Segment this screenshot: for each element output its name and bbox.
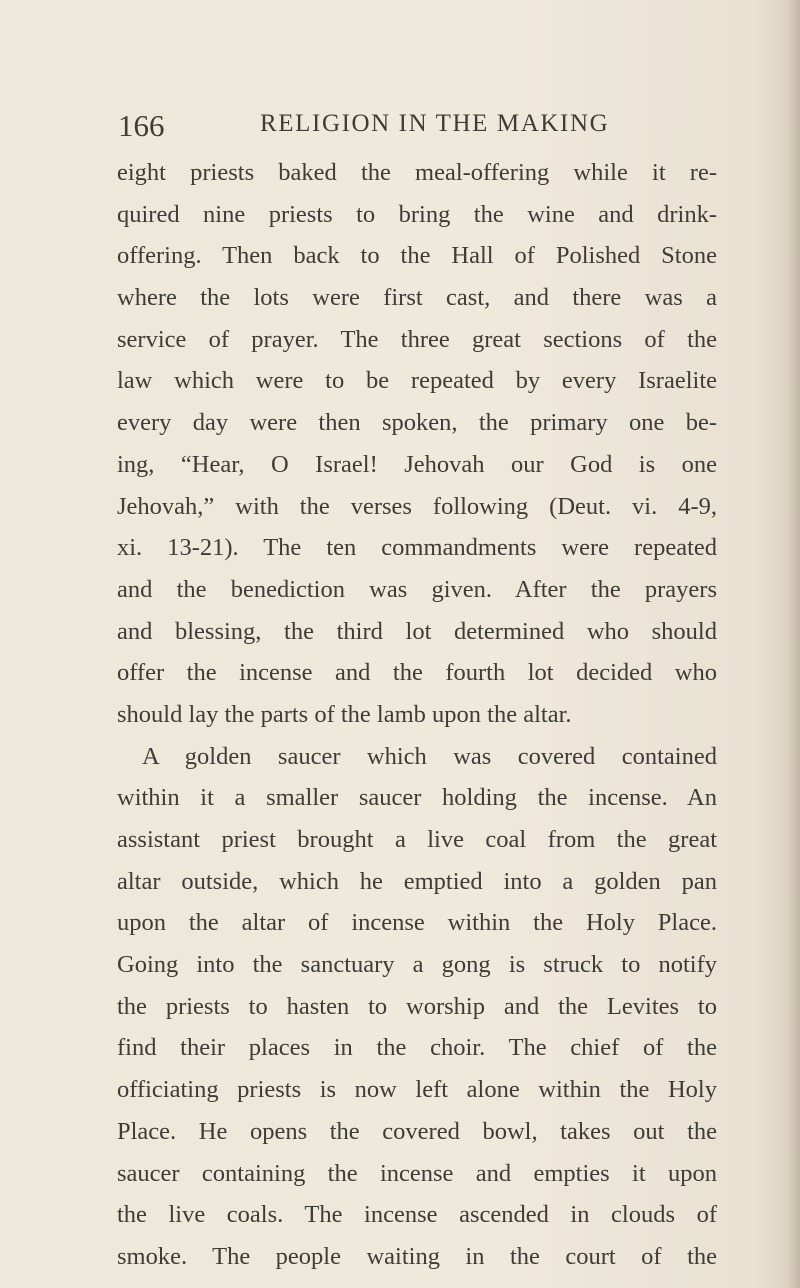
text-line: eight priests baked the meal-offering while it re- bbox=[117, 159, 717, 186]
text-line: the priests to hasten to worship and the Levites to bbox=[117, 992, 717, 1020]
text-line: assistant priest brought a live coal from the great bbox=[117, 826, 717, 853]
text-line: and the benediction was given. After the prayers bbox=[117, 575, 717, 603]
text-line: where the lots were first cast, and there was a bbox=[117, 284, 717, 312]
paragraph-end-line: should lay the parts of the lamb upon the altar. bbox=[117, 700, 572, 728]
text-line: service of prayer. The three great sections of the bbox=[117, 325, 717, 353]
page-edge-shadow bbox=[786, 0, 800, 1288]
text-line: saucer containing the incense and empties it upon bbox=[117, 1159, 717, 1187]
text-line: within it a smaller saucer holding the incense. An bbox=[117, 784, 717, 812]
running-head bbox=[118, 108, 718, 148]
text-line: Going into the sanctuary a gong is struck to notify bbox=[117, 951, 717, 979]
text-line: Jehovah,” with the verses following (Deut. vi. 4-9, bbox=[117, 492, 717, 520]
text-line: find their places in the choir. The chief of the bbox=[117, 1034, 717, 1062]
text-line: xi. 13-21). The ten commandments were repeated bbox=[117, 534, 717, 562]
text-line: and blessing, the third lot determined who should bbox=[117, 617, 717, 645]
text-line: officiating priests is now left alone within the Holy bbox=[117, 1076, 717, 1104]
body-text bbox=[117, 152, 717, 1278]
text-line: offer the incense and the fourth lot decided who bbox=[117, 659, 717, 687]
text-line: ing, “Hear, O Israel! Jehovah our God is one bbox=[117, 450, 717, 478]
text-line: Place. He opens the covered bowl, takes out the bbox=[117, 1117, 717, 1145]
text-line: quired nine priests to bring the wine and drink- bbox=[117, 200, 717, 228]
text-line: every day were then spoken, the primary one be- bbox=[117, 409, 717, 437]
text-line: upon the altar of incense within the Holy Place. bbox=[117, 909, 717, 937]
text-line: offering. Then back to the Hall of Polished Stone bbox=[117, 242, 717, 270]
running-head-title: RELIGION IN THE MAKING bbox=[260, 110, 610, 137]
text-line: the live coals. The incense ascended in clouds of bbox=[117, 1201, 717, 1229]
text-line: smoke. The people waiting in the court of the bbox=[117, 1242, 717, 1270]
text-line: law which were to be repeated by every Israelite bbox=[117, 367, 717, 395]
text-line: altar outside, which he emptied into a golden pan bbox=[117, 867, 717, 895]
page-number: 166 bbox=[118, 108, 165, 143]
paragraph-start-line: A golden saucer which was covered contained bbox=[142, 742, 717, 770]
